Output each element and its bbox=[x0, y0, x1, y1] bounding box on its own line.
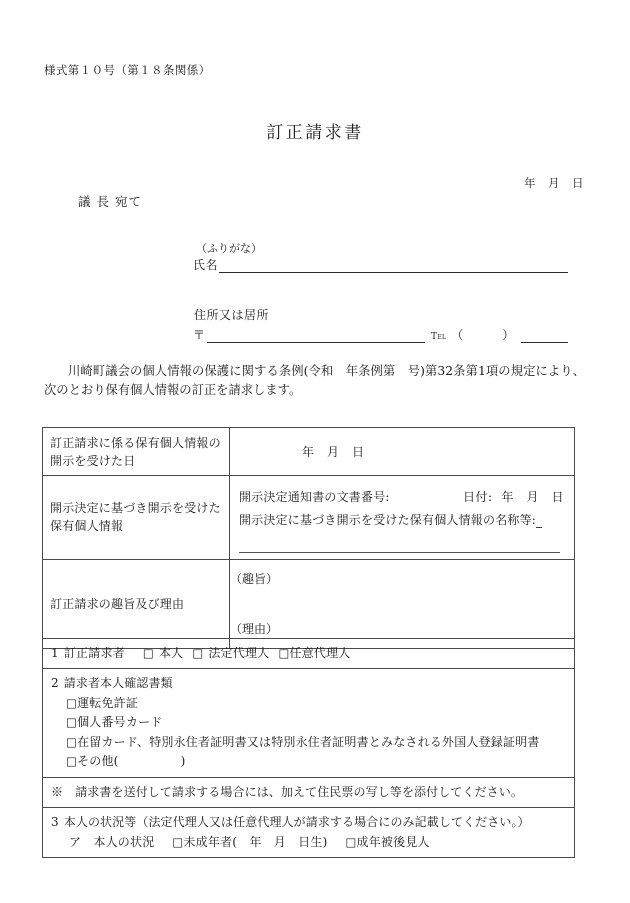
section-2-note-cell bbox=[43, 777, 575, 807]
checklist-section-2 bbox=[43, 669, 575, 777]
tel-area-code-paren[interactable]: （ ） bbox=[451, 328, 520, 342]
row-value-purpose-reason[interactable] bbox=[230, 559, 575, 648]
checkbox-icon[interactable]: □ bbox=[172, 834, 184, 849]
address-input-rule[interactable] bbox=[207, 329, 425, 343]
row-value-disclosure-date[interactable] bbox=[230, 428, 575, 476]
table-row-purpose-reason bbox=[43, 559, 575, 648]
section-1-number: 1 bbox=[51, 646, 59, 660]
address-label: 住所又は居所 bbox=[194, 308, 270, 322]
section-2-title-line bbox=[51, 674, 566, 693]
name-field-row bbox=[193, 256, 568, 273]
checkbox-icon[interactable]: □ bbox=[66, 754, 78, 769]
checkbox-icon[interactable]: □ bbox=[66, 715, 78, 730]
row-value-disclosed-info[interactable] bbox=[230, 476, 575, 560]
tel-input-rule[interactable] bbox=[521, 329, 568, 343]
decision-date-label: 日付: bbox=[462, 490, 493, 504]
section-3-number: 3 bbox=[51, 815, 59, 830]
section-2-option-row-3 bbox=[51, 752, 566, 771]
spacer bbox=[492, 486, 501, 509]
document-number-line bbox=[239, 486, 564, 509]
section-1-option-1: 法定代理人 bbox=[208, 646, 270, 660]
section-1-cell bbox=[43, 639, 575, 669]
checkbox-icon[interactable]: □ bbox=[66, 734, 78, 749]
submission-date-line: 年 月 日 bbox=[524, 176, 584, 190]
checklist-section-1 bbox=[43, 639, 575, 669]
other-close-paren: ) bbox=[180, 754, 186, 769]
disclosed-info-content bbox=[230, 476, 574, 559]
address-field-row bbox=[193, 326, 568, 343]
spacer bbox=[390, 486, 463, 509]
section-1-title: 訂正請求者 bbox=[63, 646, 125, 660]
decision-date-value: 年 月 日 bbox=[501, 490, 564, 504]
form-number: 様式第１０号（第１８条関係） bbox=[44, 63, 211, 77]
table-row-disclosed-info bbox=[43, 476, 575, 560]
section-3-title-line bbox=[51, 813, 566, 832]
section-1-line bbox=[51, 646, 351, 660]
furigana-label: （ふりがな） bbox=[196, 242, 262, 255]
section-2-option-row-1 bbox=[51, 713, 566, 732]
section-3-option-0: 未成年者( 年 月 日生) bbox=[183, 834, 328, 849]
section-2-cell bbox=[43, 669, 575, 777]
section-2-number: 2 bbox=[51, 676, 59, 691]
page-title: 訂正請求書 bbox=[266, 123, 364, 143]
tel-label: Tel bbox=[431, 332, 447, 342]
section-3-status-row bbox=[51, 833, 566, 852]
info-name-input-rule[interactable] bbox=[239, 552, 560, 553]
section-2-option-row-2 bbox=[51, 733, 566, 752]
section-3-cell bbox=[43, 808, 575, 858]
info-name-line bbox=[239, 509, 564, 532]
reason-label: （理由） bbox=[230, 621, 279, 636]
section-2-title: 請求者本人確認書類 bbox=[63, 676, 173, 691]
section-2-note: ※ 請求書を送付して請求する場合には、加えて住民票の写し等を添付してください。 bbox=[51, 784, 523, 799]
section-2-option-1: 個人番号カード bbox=[77, 715, 163, 730]
addressee: 議 長 宛て bbox=[78, 194, 142, 209]
name-label: 氏名 bbox=[193, 258, 219, 272]
checkbox-icon[interactable]: □ bbox=[66, 695, 78, 710]
section-1-option-0: 本人 bbox=[158, 646, 184, 660]
disclosure-date-value: 年 月 日 bbox=[302, 445, 365, 459]
row-label-disclosed-info: 開示決定に基づき開示を受けた保有個人情報 bbox=[43, 476, 230, 560]
name-input-rule[interactable] bbox=[219, 259, 568, 273]
row-label-purpose-reason: 訂正請求の趣旨及び理由 bbox=[43, 559, 230, 648]
info-name-label: 開示決定に基づき開示を受けた保有個人情報の名称等: bbox=[239, 513, 537, 528]
checklist-note-row bbox=[43, 777, 575, 807]
section-1-option-2: 任意代理人 bbox=[289, 646, 351, 660]
checklist-section-3 bbox=[43, 808, 575, 858]
checkbox-icon[interactable]: □ bbox=[345, 834, 357, 849]
info-name-input-tail[interactable] bbox=[536, 513, 542, 528]
section-2-option-2: 在留カード、特別永住者証明書又は特別永住者証明書とみなされる外国人登録証明書 bbox=[77, 734, 540, 749]
section-3-option-1: 成年被後見人 bbox=[356, 834, 430, 849]
postal-mark-icon: 〒 bbox=[193, 328, 206, 342]
purpose-label: （趣旨） bbox=[230, 571, 279, 586]
table-row-disclosure-date bbox=[43, 428, 575, 476]
checkbox-icon[interactable]: □ bbox=[278, 646, 290, 660]
section-3-title: 本人の状況等（法定代理人又は任意代理人が請求する場合にのみ記載してください。） bbox=[63, 815, 530, 830]
row-label-disclosure-date: 訂正請求に係る保有個人情報の開示を受けた日 bbox=[43, 428, 230, 476]
section-2-option-3: その他( bbox=[77, 754, 119, 769]
section-3-sub-label: ア 本人の状況 bbox=[69, 834, 155, 849]
checklist-table bbox=[42, 638, 575, 858]
body-paragraph: 川崎町議会の個人情報の保護に関する条例(令和 年条例第 号)第32条第1項の規定により、次のとおり保有個人情報の訂正を請求します。 bbox=[44, 364, 585, 398]
section-2-option-0: 運転免許証 bbox=[77, 695, 139, 710]
main-information-table bbox=[42, 427, 575, 649]
section-2-option-row-0 bbox=[51, 694, 566, 713]
checkbox-icon[interactable]: □ bbox=[142, 646, 154, 660]
checkbox-icon[interactable]: □ bbox=[192, 646, 204, 660]
document-number-label: 開示決定通知書の文書番号: bbox=[239, 490, 390, 504]
